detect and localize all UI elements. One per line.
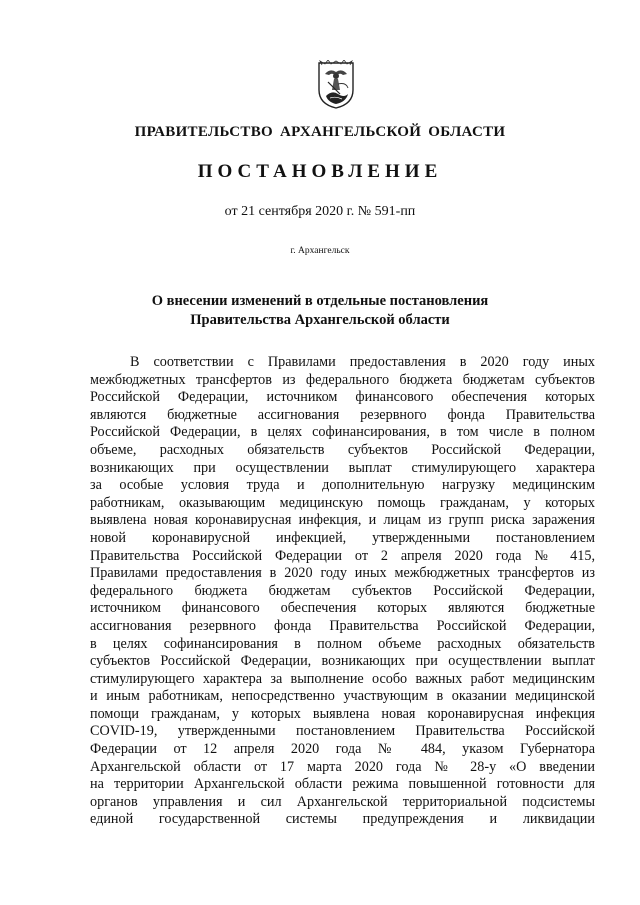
body-line: единой государственной системы предупреждения и ликвидации [90,811,595,828]
body-line: органов управления и сил Архангельской территориальной подсистемы [90,793,595,810]
body-line: субъектов Российской Федерации, возникающих при осуществлении выплат [90,653,595,670]
document-date-number: от 21 сентября 2020 г. № 591-пп [224,204,416,219]
body-line: Правилами предоставления в 2020 году иных межбюджетных трансфертов из [90,565,595,582]
body-line: выявлена новая коронавирусная инфекция, и лицам из групп риска заражения [90,512,595,529]
body-line: Федерации от 12 апреля 2020 года № 484, указом Губернатора [90,741,595,758]
document-city: г. Архангельск [290,246,350,256]
body-line: Российской Федерации, в целях софинансирования, в том числе в полном [90,424,595,441]
body-line: Российской Федерации, источником финансового обеспечения которых [90,389,595,406]
body-line: ассигнования резервного фонда Правительства Российской Федерации, [90,617,595,634]
body-line: межбюджетных трансфертов из федерального бюджета бюджетам субъектов [90,371,595,388]
body-line: в целях софинансирования в полном объеме расходных обязательств [90,635,595,652]
body-line: COVID-19, утвержденными постановлением Правительства Российской [90,723,595,740]
document-body [90,354,595,829]
body-line: возникающих при осуществлении выплат стимулирующего характера [90,459,595,476]
body-line: Правительства Российской Федерации от 2 апреля 2020 года № 415, [90,547,595,564]
body-line: стимулирующего характера за выполнение особо важных работ медицинским [90,670,595,687]
document-type: ПОСТАНОВЛЕНИЕ [197,161,443,182]
body-line: помощи гражданам, у которых выявлена новая коронавирусная инфекция [90,705,595,722]
body-line: Архангельской области от 17 марта 2020 года № 28-у «О введении [90,758,595,775]
body-line: федерального бюджета бюджетам субъектов Российской Федерации, [90,582,595,599]
body-line: объеме, расходных обязательств субъектов Российской Федерации, [90,441,595,458]
body-line: на территории Архангельской области режима повышенной готовности для [90,776,595,793]
body-line: новой коронавирусной инфекцией, утвержденными постановлением [90,529,595,546]
body-line: и иным работникам, непосредственно участвующим в оказании медицинской [90,688,595,705]
body-line: источником финансового обеспечения которых являются бюджетные [90,600,595,617]
body-line: за особые условия труда и дополнительную нагрузку медицинским [90,477,595,494]
document-subject [0,292,640,330]
body-line: В соответствии с Правилами предоставления в 2020 году иных [130,354,595,370]
arkhangelsk-coat-of-arms-icon [316,60,356,110]
subject-line: Правительства Архангельской области [190,312,450,328]
body-line: работникам, оказывающим медицинскую помощь гражданам, у которых [90,494,595,511]
subject-line: О внесении изменений в отдельные постановления [151,293,489,309]
body-line: являются бюджетные ассигнования резервного фонда Правительства [90,406,595,423]
government-title: ПРАВИТЕЛЬСТВО АРХАНГЕЛЬСКОЙ ОБЛАСТИ [134,124,506,140]
